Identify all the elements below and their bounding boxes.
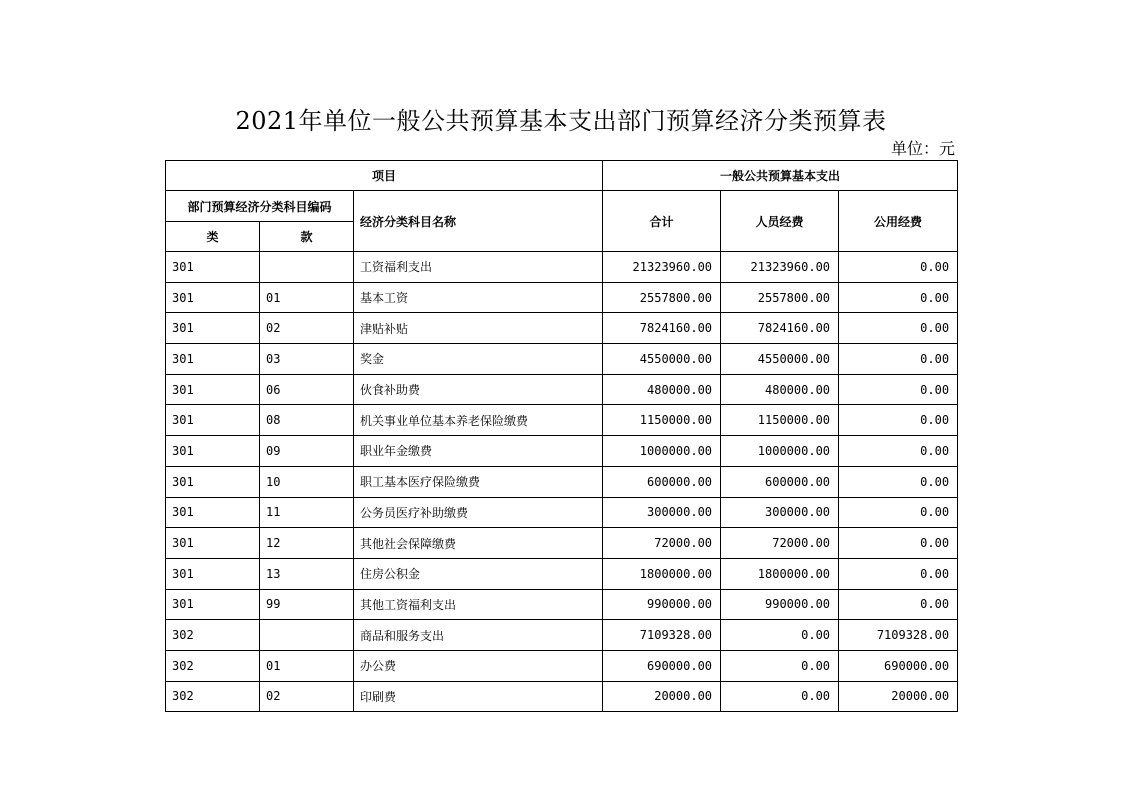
- cell-public: 7109328.00: [839, 620, 958, 651]
- table-row: [166, 528, 958, 559]
- unit-label: 单位：元: [890, 139, 955, 158]
- cell-name: 其他社会保障缴费: [354, 528, 603, 559]
- cell-lei: 301: [166, 589, 260, 620]
- cell-public: 0.00: [839, 252, 958, 283]
- cell-lei: 301: [166, 313, 260, 344]
- cell-kuan: 01: [260, 650, 354, 681]
- cell-kuan: 12: [260, 528, 354, 559]
- cell-public: 0.00: [839, 405, 958, 436]
- cell-total: 2557800.00: [603, 282, 721, 313]
- cell-total: 600000.00: [603, 466, 721, 497]
- table-row: [166, 344, 958, 375]
- header-total: 合计: [603, 191, 721, 252]
- cell-total: 20000.00: [603, 681, 721, 712]
- cell-name: 办公费: [354, 650, 603, 681]
- table-row: [166, 650, 958, 681]
- cell-name: 职工基本医疗保险缴费: [354, 466, 603, 497]
- header-name-col: 经济分类科目名称: [354, 191, 603, 252]
- cell-public: 0.00: [839, 466, 958, 497]
- cell-name: 其他工资福利支出: [354, 589, 603, 620]
- cell-personnel: 4550000.00: [721, 344, 839, 375]
- cell-name: 印刷费: [354, 681, 603, 712]
- cell-total: 480000.00: [603, 374, 721, 405]
- cell-name: 机关事业单位基本养老保险缴费: [354, 405, 603, 436]
- table-row: [166, 252, 958, 283]
- cell-personnel: 2557800.00: [721, 282, 839, 313]
- header-row-2: [166, 191, 958, 222]
- cell-lei: 302: [166, 620, 260, 651]
- cell-kuan: 06: [260, 374, 354, 405]
- cell-kuan: 01: [260, 282, 354, 313]
- cell-total: 1800000.00: [603, 558, 721, 589]
- cell-kuan: 99: [260, 589, 354, 620]
- cell-public: 0.00: [839, 313, 958, 344]
- cell-lei: 301: [166, 558, 260, 589]
- cell-public: 690000.00: [839, 650, 958, 681]
- cell-total: 7824160.00: [603, 313, 721, 344]
- cell-kuan: 11: [260, 497, 354, 528]
- cell-lei: 302: [166, 650, 260, 681]
- cell-name: 商品和服务支出: [354, 620, 603, 651]
- header-personnel: 人员经费: [721, 191, 839, 252]
- cell-personnel: 600000.00: [721, 466, 839, 497]
- cell-total: 1000000.00: [603, 436, 721, 467]
- cell-public: 0.00: [839, 282, 958, 313]
- cell-public: 0.00: [839, 589, 958, 620]
- cell-kuan: 09: [260, 436, 354, 467]
- cell-personnel: 0.00: [721, 620, 839, 651]
- cell-public: 0.00: [839, 374, 958, 405]
- cell-kuan: 02: [260, 681, 354, 712]
- cell-public: 0.00: [839, 497, 958, 528]
- cell-name: 津贴补贴: [354, 313, 603, 344]
- cell-public: 0.00: [839, 344, 958, 375]
- cell-total: 4550000.00: [603, 344, 721, 375]
- cell-lei: 301: [166, 252, 260, 283]
- cell-lei: 301: [166, 436, 260, 467]
- cell-lei: 302: [166, 681, 260, 712]
- cell-personnel: 0.00: [721, 650, 839, 681]
- cell-name: 奖金: [354, 344, 603, 375]
- cell-public: 20000.00: [839, 681, 958, 712]
- table-row: [166, 282, 958, 313]
- cell-total: 72000.00: [603, 528, 721, 559]
- cell-name: 工资福利支出: [354, 252, 603, 283]
- cell-lei: 301: [166, 405, 260, 436]
- cell-personnel: 7824160.00: [721, 313, 839, 344]
- table-row: [166, 374, 958, 405]
- cell-personnel: 21323960.00: [721, 252, 839, 283]
- cell-public: 0.00: [839, 436, 958, 467]
- cell-personnel: 300000.00: [721, 497, 839, 528]
- cell-lei: 301: [166, 528, 260, 559]
- header-row-1: [166, 161, 958, 191]
- cell-lei: 301: [166, 344, 260, 375]
- cell-personnel: 1150000.00: [721, 405, 839, 436]
- cell-personnel: 480000.00: [721, 374, 839, 405]
- cell-kuan: 13: [260, 558, 354, 589]
- cell-total: 1150000.00: [603, 405, 721, 436]
- header-project: 项目: [166, 161, 603, 191]
- table-row: [166, 558, 958, 589]
- cell-personnel: 72000.00: [721, 528, 839, 559]
- cell-lei: 301: [166, 282, 260, 313]
- budget-table: [165, 160, 958, 712]
- table-row: [166, 466, 958, 497]
- cell-personnel: 0.00: [721, 681, 839, 712]
- cell-public: 0.00: [839, 528, 958, 559]
- cell-kuan: 03: [260, 344, 354, 375]
- cell-lei: 301: [166, 374, 260, 405]
- header-public: 公用经费: [839, 191, 958, 252]
- header-code-group: 部门预算经济分类科目编码: [166, 191, 354, 222]
- cell-personnel: 990000.00: [721, 589, 839, 620]
- page-title: 2021年单位一般公共预算基本支出部门预算经济分类预算表: [235, 107, 887, 135]
- cell-kuan: 10: [260, 466, 354, 497]
- cell-kuan: 08: [260, 405, 354, 436]
- cell-kuan: [260, 252, 354, 283]
- header-kuan: 款: [260, 222, 354, 252]
- cell-total: 990000.00: [603, 589, 721, 620]
- cell-total: 690000.00: [603, 650, 721, 681]
- cell-kuan: 02: [260, 313, 354, 344]
- table-row: [166, 436, 958, 467]
- cell-kuan: [260, 620, 354, 651]
- cell-name: 职业年金缴费: [354, 436, 603, 467]
- cell-total: 21323960.00: [603, 252, 721, 283]
- table-row: [166, 313, 958, 344]
- cell-total: 7109328.00: [603, 620, 721, 651]
- cell-total: 300000.00: [603, 497, 721, 528]
- table-row: [166, 497, 958, 528]
- table-row: [166, 620, 958, 651]
- header-general-budget: 一般公共预算基本支出: [603, 161, 958, 191]
- cell-public: 0.00: [839, 558, 958, 589]
- table-row: [166, 589, 958, 620]
- cell-personnel: 1000000.00: [721, 436, 839, 467]
- table-row: [166, 405, 958, 436]
- cell-name: 住房公积金: [354, 558, 603, 589]
- cell-name: 公务员医疗补助缴费: [354, 497, 603, 528]
- cell-name: 伙食补助费: [354, 374, 603, 405]
- cell-personnel: 1800000.00: [721, 558, 839, 589]
- header-lei: 类: [166, 222, 260, 252]
- cell-lei: 301: [166, 497, 260, 528]
- table-row: [166, 681, 958, 712]
- cell-name: 基本工资: [354, 282, 603, 313]
- cell-lei: 301: [166, 466, 260, 497]
